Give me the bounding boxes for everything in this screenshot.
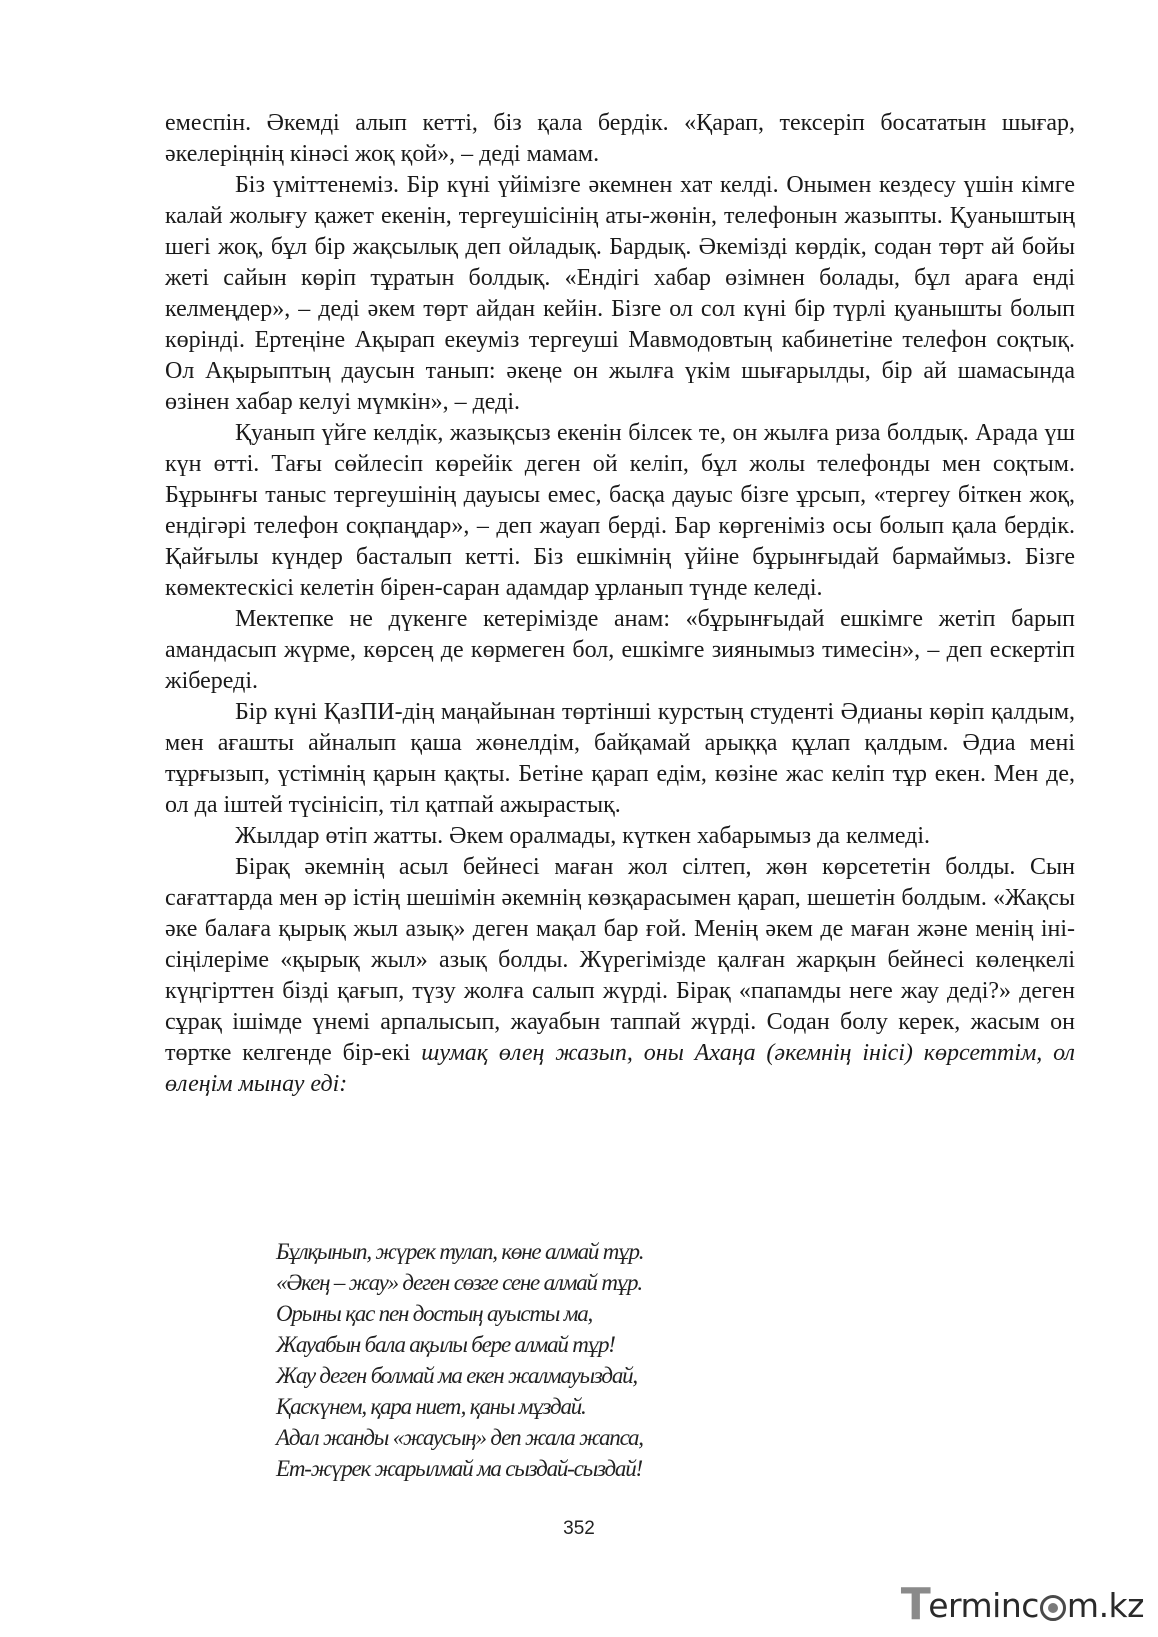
poem bbox=[276, 1236, 643, 1484]
paragraph-text: Бірақ әкемнің асыл бейнесі маған жол сілтеп, жөн көрсететін болды. Сын сағаттарда мен әр істің шешімін әкемнің көзқарасымен қарап, шешетін болдым. «Жақсы әке балаға қырық жыл азық» деген мақал бар ғой. Менің әкем де маған және менің іні-сіңілеріме «қырық жыл» азық болды. Жүрегімізде қалған жарқын бейнесі көлеңкелі күңгірттен бізді қағып, түзу жолға салып жүрді. Бірақ «папамды неге жау деді?» деген сұрақ ішімде үнемі арпалысып, жауабын таппай жүрді. Содан болу керек, жасым он төртке келгенде бір-екі bbox=[165, 854, 1075, 1066]
paragraph: Мектепке не дүкенге кетерімізде анам: «бұрынғыдай ешкімге жетіп барып амандасып жүрме, көрсең де көрмеген бол, ешкімге зиянымыз тимесін», – деп ескертіп жібереді. bbox=[165, 606, 1075, 694]
paragraph: емеспін. Әкемді алып кетті, біз қала бердік. «Қарап, тексеріп босататын шығар, әкелеріңнің кінәсі жоқ қой», – деді мамам. bbox=[165, 110, 1075, 167]
watermark-suffix: m.kz bbox=[1066, 1585, 1144, 1625]
body-text bbox=[165, 108, 1075, 1100]
paragraph: Бір күні ҚазПИ-дің маңайынан төртінші курстың студенті Әдианы көріп қалдым, мен ағашты айналып қаша жөнелдім, байқамай арыққа құлап қалдым. Әдиа мені тұрғызып, үстімнің қарын қақты. Бетіне қарап едім, көзіне жас келіп тұр екен. Мен де, ол да іштей түсінісіп, тіл қатпай ажырастық. bbox=[165, 699, 1075, 818]
paragraph: Біз үміттенеміз. Бір күні үйімізге әкемнен хат келді. Онымен кездесу үшін кімге калай жолығу қажет екенін, тергеушісінің аты-жөнін, телефонын жазыпты. Қуаныштың шегі жоқ, бұл бір жақсылық деп ойладық. Бардық. Әкемізді көрдік, содан төрт ай бойы жеті сайын көріп тұратын болдық. «Ендігі хабар өзімнен болады, бұл араға енді келмеңдер», – деді әкем төрт айдан кейін. Бізге ол сол күні бір түрлі қуанышты болып көрінді. Ертеңіне Ақырап екеуміз тергеуші Мавмодовтың кабинетіне телефон соқтық. Ол Ақырыптың даусын танып: әкеңе он жылға үкім шығарылды, бір ай шамасында өзінен хабар келуі мүмкін», – деді. bbox=[165, 172, 1075, 415]
poem-line: Жау деген болмай ма екен жалмауыздай, bbox=[276, 1363, 637, 1388]
poem-line: Ет-жүрек жарылмай ма сыздай-сыздай! bbox=[276, 1456, 642, 1481]
watermark-middle: erminc bbox=[928, 1585, 1039, 1625]
circle-icon bbox=[1040, 1595, 1066, 1621]
poem-line: Бұлқынып, жүрек тулап, көне алмай тұр. bbox=[276, 1239, 644, 1264]
poem-line: Орыны қас пен достың ауысты ма, bbox=[276, 1301, 593, 1326]
paragraph: Жылдар өтіп жатты. Әкем оралмады, күткен хабарымыз да келмеді. bbox=[235, 823, 931, 849]
paragraph: Қуанып үйге келдік, жазықсыз екенін білсек те, он жылға риза болдық. Арада үш күн өтті. Тағы сөйлесіп көрейік деген ой келіп, бұл жолы телефонды мен соқтым. Бұрынғы таныс тергеушінің дауысы емес, басқа дауыс бізге ұрсып, «тергеу біткен жоқ, ендігәрі телефон соқпаңдар», – деп жауап берді. Бар көргеніміз осы болып қала бердік. Қайғылы күндер басталып кетті. Біз ешкімнің үйіне бұрынғыдай бармаймыз. Бізге көмектескісі келетін бірен-саран адамдар ұрланып түнде келеді. bbox=[165, 420, 1075, 601]
poem-line: Жауабын бала ақылы бере алмай тұр! bbox=[276, 1332, 615, 1357]
poem-line: Адал жанды «жаусың» деп жала жапса, bbox=[276, 1425, 643, 1450]
poem-line: Қаскүнем, қара ниет, қаны мұздай. bbox=[276, 1394, 586, 1419]
paragraph bbox=[165, 852, 1075, 1100]
page-number: 352 bbox=[563, 1518, 595, 1539]
poem-line: «Әкең – жау» деген сөзге сене алмай тұр. bbox=[276, 1270, 642, 1295]
italic-text: шумақ өлең жазып, оны Ахаңа (әкемнің інісі) көрсеттім, ол өлеңім мынау еді: bbox=[165, 1040, 1075, 1097]
watermark-prefix: T bbox=[900, 1579, 931, 1630]
watermark-logo bbox=[900, 1579, 1144, 1630]
